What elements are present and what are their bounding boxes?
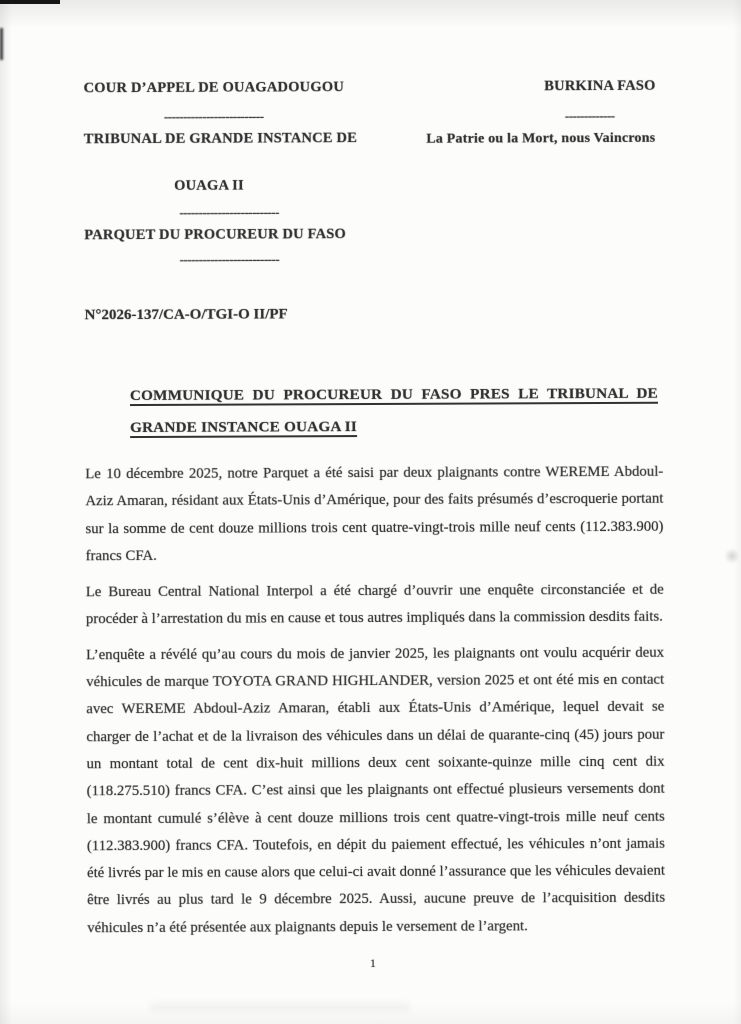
- document-title-line2: GRANDE INSTANCE OUAGA II: [130, 418, 358, 437]
- separator-dashes: --------------------------: [163, 108, 264, 124]
- paragraph-investigation: L’enquête a révélé qu’au cours du mois de janvier 2025, les plaignants ont voulu acquérir deux véhicules de marque TOYOTA GRAND HIGHLANDER, version 2025 et ont été mis en contact avec WEREME Abdoul-Aziz Amaran, établi aux États-Unis d’Amérique, lequel devait se charger de l’achat et de la livraison des véhicules dans un délai de quarante-cinq (45) jours pour un montant total de cent dix-huit millions deux cent soixante-quinze mille cinq cent dix (118.275.510) francs CFA. C’est ainsi que les plaignants ont effectué plusieurs versements dont le montant cumulé s’élève à cent douze millions trois cent quatre-vingt-trois mille neuf cents (112.383.900) francs CFA. Toutefois, en dépit du paiement effectué, les véhicules n’ont jamais été livrés par le mis en cause alors que celui-ci avait donné l’assurance que les véhicules devaient être livrés au plus tard le 9 décembre 2025. Aussi, aucune preuve de l’acquisition desdits véhicules n’a été présentée aux plaignants depuis le versement de l’argent.: [86, 644, 666, 936]
- document-title: [130, 378, 658, 444]
- separator-dashes: --------------------------: [179, 204, 279, 220]
- court-name: COUR D’APPEL DE OUAGADOUGOU: [83, 79, 345, 97]
- country-name: BURKINA FASO: [544, 77, 656, 95]
- document-body: [85, 459, 665, 943]
- document-header: [84, 77, 663, 266]
- paragraph-complaint: Le 10 décembre 2025, notre Parquet a été saisi par deux plaignants contre WEREME Abdoul-Aziz Amaran, résidant aux États-Unis d’Amérique, pour des faits présumés d’escroquerie portant sur la somme de cent douze millions trois cent quatre-vingt-trois mille neuf cents (112.383.900) francs CFA.: [85, 463, 664, 565]
- separator-dashes: --------------------------: [179, 251, 280, 267]
- header-left-column: [84, 78, 380, 265]
- tribunal-city: OUAGA II: [174, 177, 244, 194]
- separator-dashes: -------------: [564, 107, 615, 124]
- parquet-name: PARQUET DU PROCUREUR DU FASO: [84, 226, 347, 244]
- paragraph-interpol: Le Bureau Central National Interpol a été chargé d’ouvrir une enquête circonstanciée et de procéder à l’arrestation du mis en cause et tous autres impliqués dans la commission desdits faits.: [85, 581, 664, 628]
- page-number: 1: [369, 955, 376, 971]
- header-right-column: [420, 77, 662, 149]
- document-reference-number: N°2026-137/CA-O/TGI-O II/PF: [84, 306, 288, 324]
- document-title-line1: COMMUNIQUE DU PROCUREUR DU FASO PRES LE TRIBUNAL DE: [129, 384, 658, 405]
- national-motto: La Patrie ou la Mort, nous Vaincrons: [426, 130, 656, 147]
- tribunal-name: TRIBUNAL DE GRANDE INSTANCE DE: [83, 130, 358, 148]
